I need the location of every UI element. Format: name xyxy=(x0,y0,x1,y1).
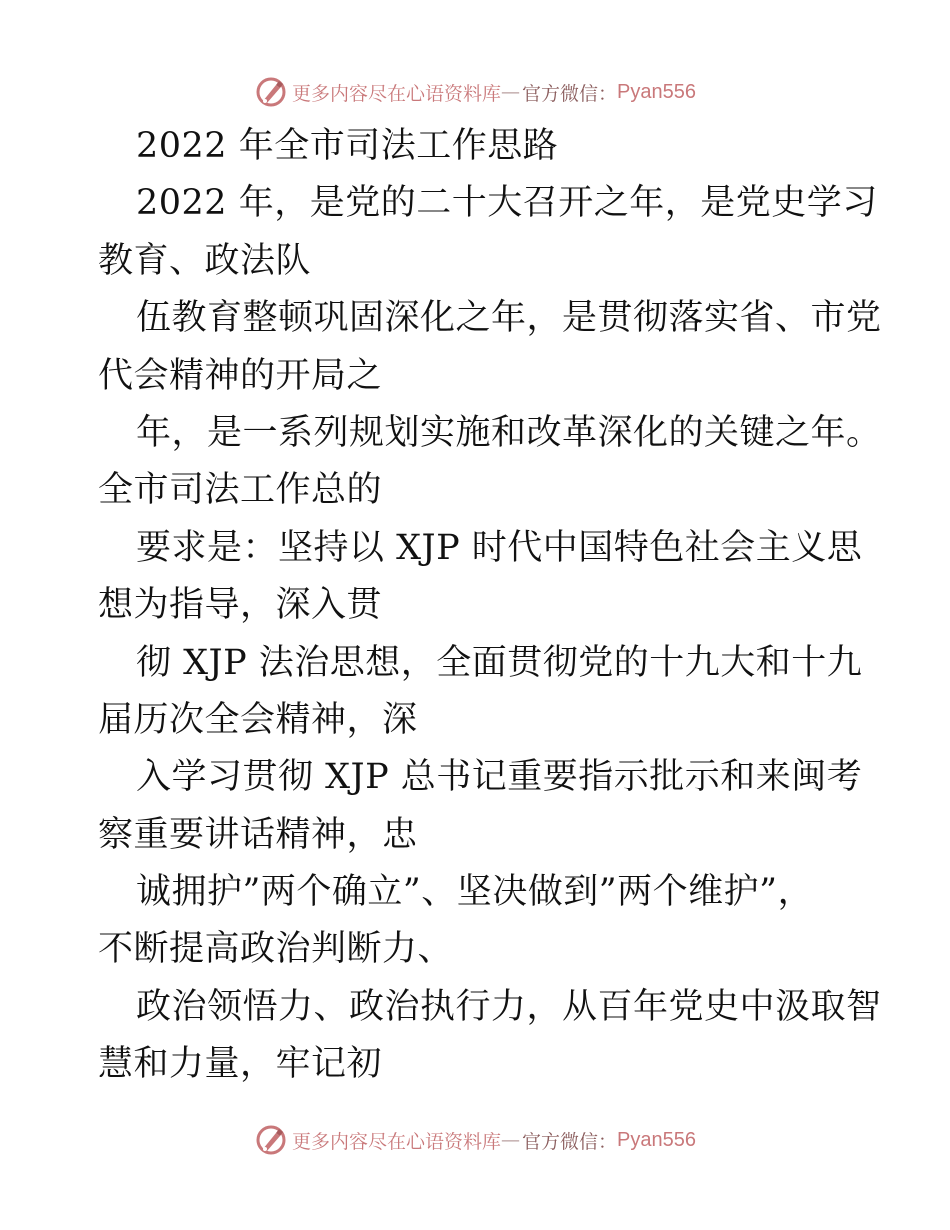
text-line: 教育、政法队 xyxy=(98,240,312,281)
text-line: 代会精神的开局之 xyxy=(98,355,383,396)
text-line: 入学习贯彻 XJP 总书记重要指示批示和来闽考 xyxy=(136,757,863,798)
text-line: 不断提高政治判断力、 xyxy=(98,929,454,970)
text-line: 察重要讲话精神，忠 xyxy=(98,814,418,855)
watermark-dash: — xyxy=(501,1129,521,1151)
document-title: 2022 年全市司法工作思路 xyxy=(136,126,559,166)
text-line: 2022 年，是党的二十大召开之年，是党史学习 xyxy=(136,183,878,224)
text-line: 全市司法工作总的 xyxy=(98,470,383,511)
text-line: 政治领悟力、政治执行力，从百年党史中汲取智 xyxy=(136,986,882,1027)
pen-logo-icon xyxy=(254,75,288,109)
watermark-official: 官方微信： xyxy=(522,1130,618,1153)
watermark-text: 更多内容尽在心语资料库 xyxy=(292,82,502,105)
watermark-dash: — xyxy=(501,81,521,103)
watermark-id: Pyan556 xyxy=(617,80,696,103)
header-watermark xyxy=(0,72,950,112)
text-line: 届历次全会精神，深 xyxy=(98,699,418,740)
text-line: 要求是：坚持以 XJP 时代中国特色社会主义思 xyxy=(136,527,863,568)
text-line: 诚拥护”两个确立”、坚决做到”两个维护”， xyxy=(136,872,814,913)
watermark-text: 更多内容尽在心语资料库 xyxy=(292,1130,502,1153)
document-body xyxy=(98,118,882,1094)
text-line: 彻 XJP 法治思想，全面贯彻党的十九大和十九 xyxy=(136,642,863,683)
text-line: 伍教育整顿巩固深化之年，是贯彻落实省、市党 xyxy=(136,298,882,339)
text-line: 慧和力量，牢记初 xyxy=(98,1044,383,1085)
text-line: 想为指导，深入贯 xyxy=(98,585,383,626)
watermark-official: 官方微信： xyxy=(522,82,618,105)
footer-watermark xyxy=(0,1120,950,1160)
text-line: 年，是一系列规划实施和改革深化的关键之年。 xyxy=(136,412,882,453)
pen-logo-icon xyxy=(254,1123,288,1157)
watermark-id: Pyan556 xyxy=(617,1128,696,1151)
